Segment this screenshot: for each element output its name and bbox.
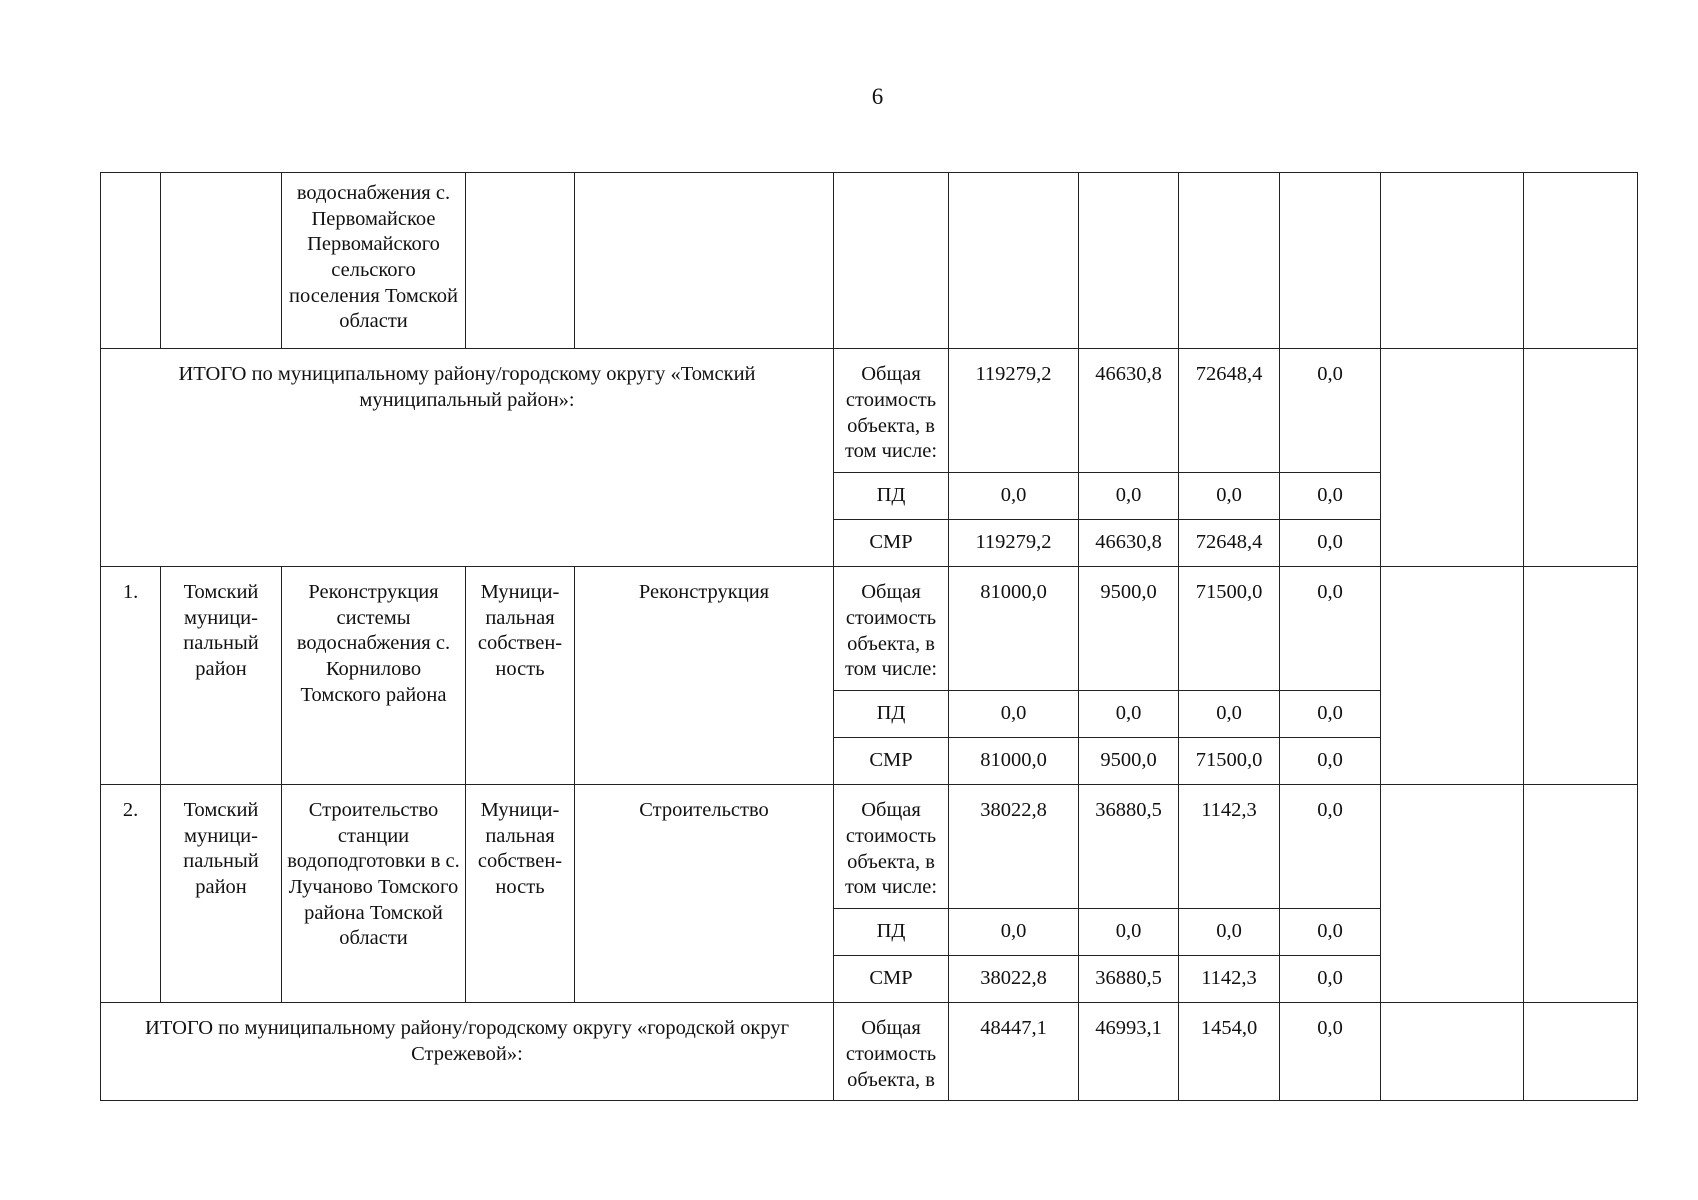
value-cell: 0,0 [1280,738,1381,785]
table-row [101,1003,1638,1101]
extra-cell [1381,1003,1524,1101]
ownership-cell [466,173,575,349]
cost-type-cell: Общая стоимость объекта, в том числе: [834,567,949,691]
value-cell: 0,0 [949,909,1079,956]
project-number: 2. [101,785,161,1003]
value-cell: 0,0 [1280,520,1381,567]
work-type-cell: Реконструкция [575,567,834,785]
cost-type-cell: Общая стоимость объекта, в [834,1003,949,1101]
value-cell: 0,0 [1179,909,1280,956]
value-cell [1280,173,1381,349]
value-cell: 71500,0 [1179,738,1280,785]
value-cell: 36880,5 [1079,785,1179,909]
extra-cell [1524,567,1638,785]
value-cell: 46630,8 [1079,349,1179,473]
work-type-cell: Строительство [575,785,834,1003]
table-row [101,567,1638,691]
page-number: 6 [871,84,884,109]
value-cell: 0,0 [949,473,1079,520]
ownership-cell: Муници-пальная собствен-ность [466,567,575,785]
value-cell: 72648,4 [1179,349,1280,473]
extra-cell [1524,785,1638,1003]
value-cell: 48447,1 [949,1003,1079,1101]
table-row [101,785,1638,909]
cost-type-cell: СМР [834,520,949,567]
work-type-cell [575,173,834,349]
value-cell: 0,0 [1280,567,1381,691]
municipality-cell: Томский муници-пальный район [161,785,282,1003]
value-cell: 0,0 [949,691,1079,738]
value-cell: 0,0 [1280,1003,1381,1101]
num-cell [101,173,161,349]
value-cell: 38022,8 [949,956,1079,1003]
value-cell: 0,0 [1079,473,1179,520]
object-name-cell: Реконструкция системы водоснабжения с. Корнилово Томского района [282,567,466,785]
cost-type-cell: ПД [834,691,949,738]
extra-cell [1381,785,1524,1003]
extra-cell [1381,349,1524,567]
value-cell: 119279,2 [949,520,1079,567]
municipality-cell [161,173,282,349]
cost-type-cell: Общая стоимость объекта, в том числе: [834,785,949,909]
value-cell: 0,0 [1179,473,1280,520]
value-cell [1179,173,1280,349]
value-cell: 0,0 [1179,691,1280,738]
value-cell: 1142,3 [1179,956,1280,1003]
value-cell: 46630,8 [1079,520,1179,567]
value-cell: 0,0 [1280,909,1381,956]
total-label: ИТОГО по муниципальному району/городскому округу «Томский муниципальный район»: [101,349,834,567]
cost-type-cell: СМР [834,738,949,785]
value-cell: 0,0 [1280,956,1381,1003]
extra-cell [1381,567,1524,785]
value-cell: 81000,0 [949,567,1079,691]
ownership-cell: Муници-пальная собствен-ность [466,785,575,1003]
value-cell: 71500,0 [1179,567,1280,691]
value-cell: 81000,0 [949,738,1079,785]
extra-cell [1524,173,1638,349]
value-cell: 1142,3 [1179,785,1280,909]
value-cell: 0,0 [1280,473,1381,520]
extra-cell [1524,1003,1638,1101]
value-cell: 46993,1 [1079,1003,1179,1101]
cost-type-cell: ПД [834,909,949,956]
table-row [101,173,1638,349]
municipality-cell: Томский муници-пальный район [161,567,282,785]
extra-cell [1524,349,1638,567]
value-cell: 1454,0 [1179,1003,1280,1101]
object-name-cell: водоснабжения с. Первомайское Первомайского сельского поселения Томской области [282,173,466,349]
value-cell: 36880,5 [1079,956,1179,1003]
cost-type-cell: СМР [834,956,949,1003]
value-cell [949,173,1079,349]
value-cell: 0,0 [1079,691,1179,738]
value-cell: 0,0 [1280,785,1381,909]
value-cell [1079,173,1179,349]
value-cell: 0,0 [1280,691,1381,738]
value-cell: 9500,0 [1079,567,1179,691]
value-cell: 0,0 [1079,909,1179,956]
cost-type-cell [834,173,949,349]
value-cell: 119279,2 [949,349,1079,473]
project-number: 1. [101,567,161,785]
value-cell: 38022,8 [949,785,1079,909]
table-row [101,349,1638,473]
value-cell: 0,0 [1280,349,1381,473]
value-cell: 72648,4 [1179,520,1280,567]
cost-type-cell: Общая стоимость объекта, в том числе: [834,349,949,473]
investment-table [100,172,1638,1101]
extra-cell [1381,173,1524,349]
value-cell: 9500,0 [1079,738,1179,785]
object-name-cell: Строительство станции водоподготовки в с. Лучаново Томского района Томской области [282,785,466,1003]
total-label: ИТОГО по муниципальному району/городскому округу «городской округ Стрежевой»: [101,1003,834,1101]
cost-type-cell: ПД [834,473,949,520]
